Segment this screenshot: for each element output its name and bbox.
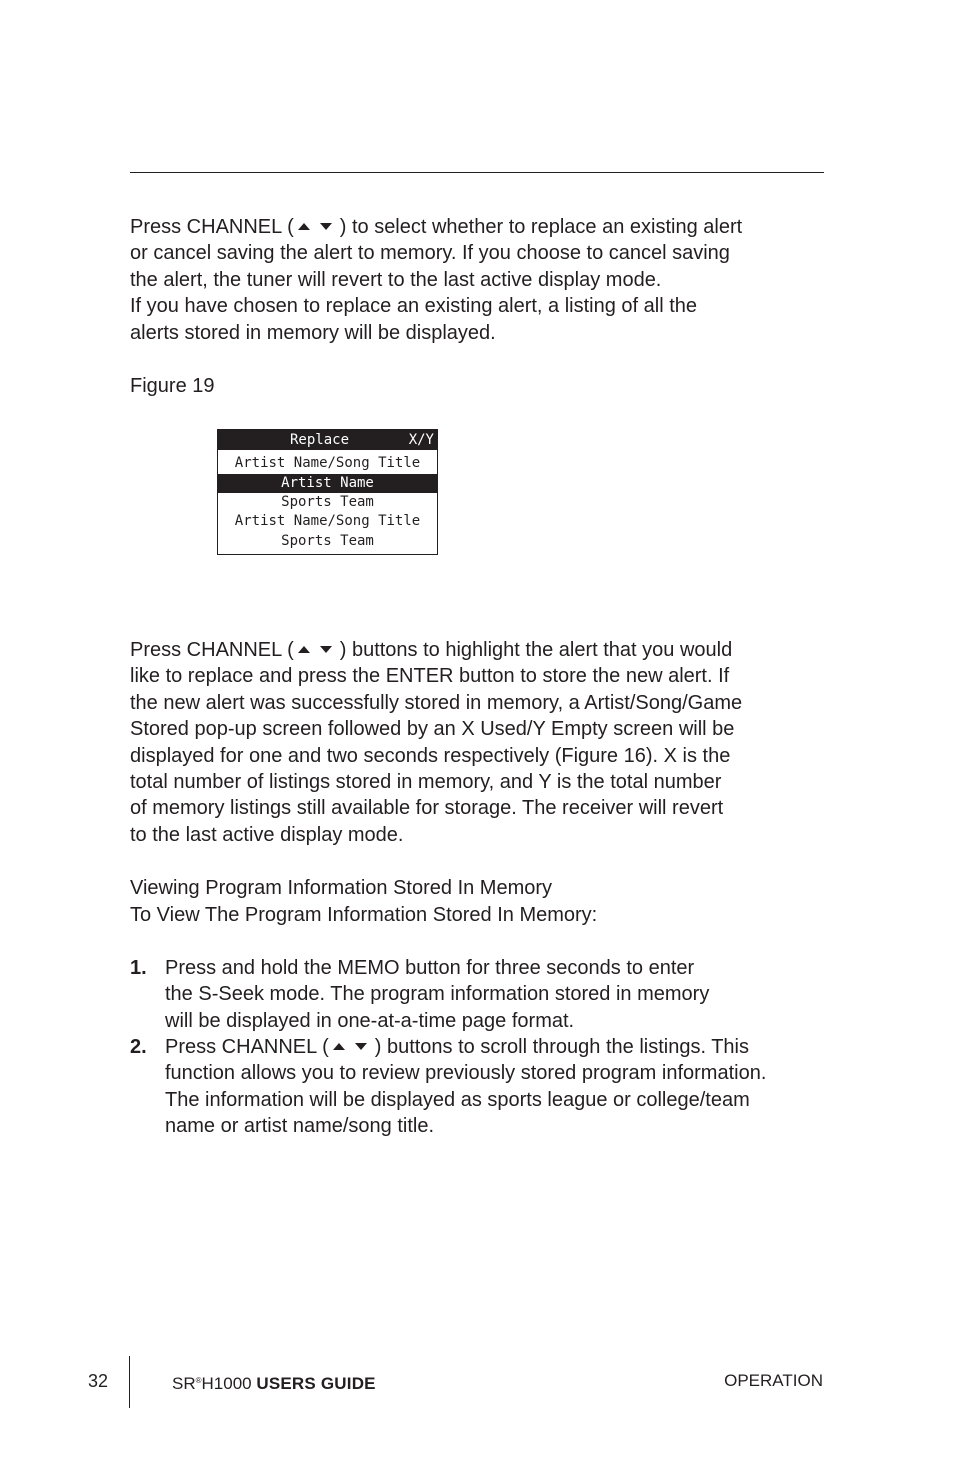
step-body [165,955,855,1034]
lcd-list-item: Sports Team [281,533,374,549]
text-line: to the last active display mode. [130,823,404,846]
section-subheading: To View The Program Information Stored In Memory: [130,904,598,926]
lcd-list-item: Artist Name/Song Title [234,455,421,471]
lcd-list-item-selected: Artist Name [218,474,437,493]
footer-divider [129,1356,130,1408]
figure-caption: Figure 19 [130,375,215,397]
lcd-replace-screen [217,429,438,555]
paragraph-replace-alert [130,214,830,346]
text-line: function allows you to review previously stored program information. [165,1062,767,1085]
text-line: Press and hold the MEMO button for three seconds to enter [165,957,695,979]
lcd-list-item: Artist Name/Song Title [234,513,421,529]
footer-product-title: SR®H1000 USERS GUIDE [172,1374,376,1393]
section-heading: Viewing Program Information Stored In Memory [130,877,553,899]
text-line: will be displayed in one-at-a-time page format. [165,1009,575,1032]
lcd-header-count: X/Y [408,432,434,448]
text-line: the alert, the tuner will revert to the last active display mode. [130,268,662,291]
lcd-header [218,430,437,450]
text-line: name or artist name/song title. [165,1115,435,1138]
lcd-header-title: Replace [290,432,350,448]
text-line: If you have chosen to replace an existing alert, a listing of all the [130,295,698,318]
text-line: the S-Seek mode. The program information stored in memory [165,983,710,1006]
header-rule [130,172,824,173]
step-body [165,1034,855,1140]
up-down-arrows-icon [294,639,340,659]
text-line: Press CHANNEL ( ) buttons to highlight the alert that you would [130,639,733,661]
paragraph-highlight-alert [130,637,830,848]
text-line: Stored pop-up screen followed by an X Used/Y Empty screen will be [130,718,735,741]
step-number: 2. [130,1036,147,1058]
text-line: of memory listings still available for storage. The receiver will revert [130,797,724,820]
page-number: 32 [88,1371,109,1391]
text-line: Press CHANNEL ( ) to select whether to replace an existing alert [130,216,743,238]
text-line: or cancel saving the alert to memory. If you choose to cancel saving [130,242,730,265]
text-line: Press CHANNEL ( ) buttons to scroll through the listings. This [165,1036,749,1058]
up-down-arrows-icon [329,1036,375,1056]
lcd-list-item: Sports Team [281,494,374,510]
text-line: alerts stored in memory will be displayed. [130,321,496,344]
step-number: 1. [130,957,147,979]
text-line: the new alert was successfully stored in memory, a Artist/Song/Game [130,691,743,714]
text-line: total number of listings stored in memory, and Y is the total number [130,771,722,794]
text-line: The information will be displayed as sports league or college/team [165,1088,750,1111]
footer-section-name: OPERATION [724,1371,823,1390]
up-down-arrows-icon [294,216,340,236]
text-line: like to replace and press the ENTER button to store the new alert. If [130,665,730,688]
text-line: displayed for one and two seconds respectively (Figure 16). X is the [130,744,731,767]
